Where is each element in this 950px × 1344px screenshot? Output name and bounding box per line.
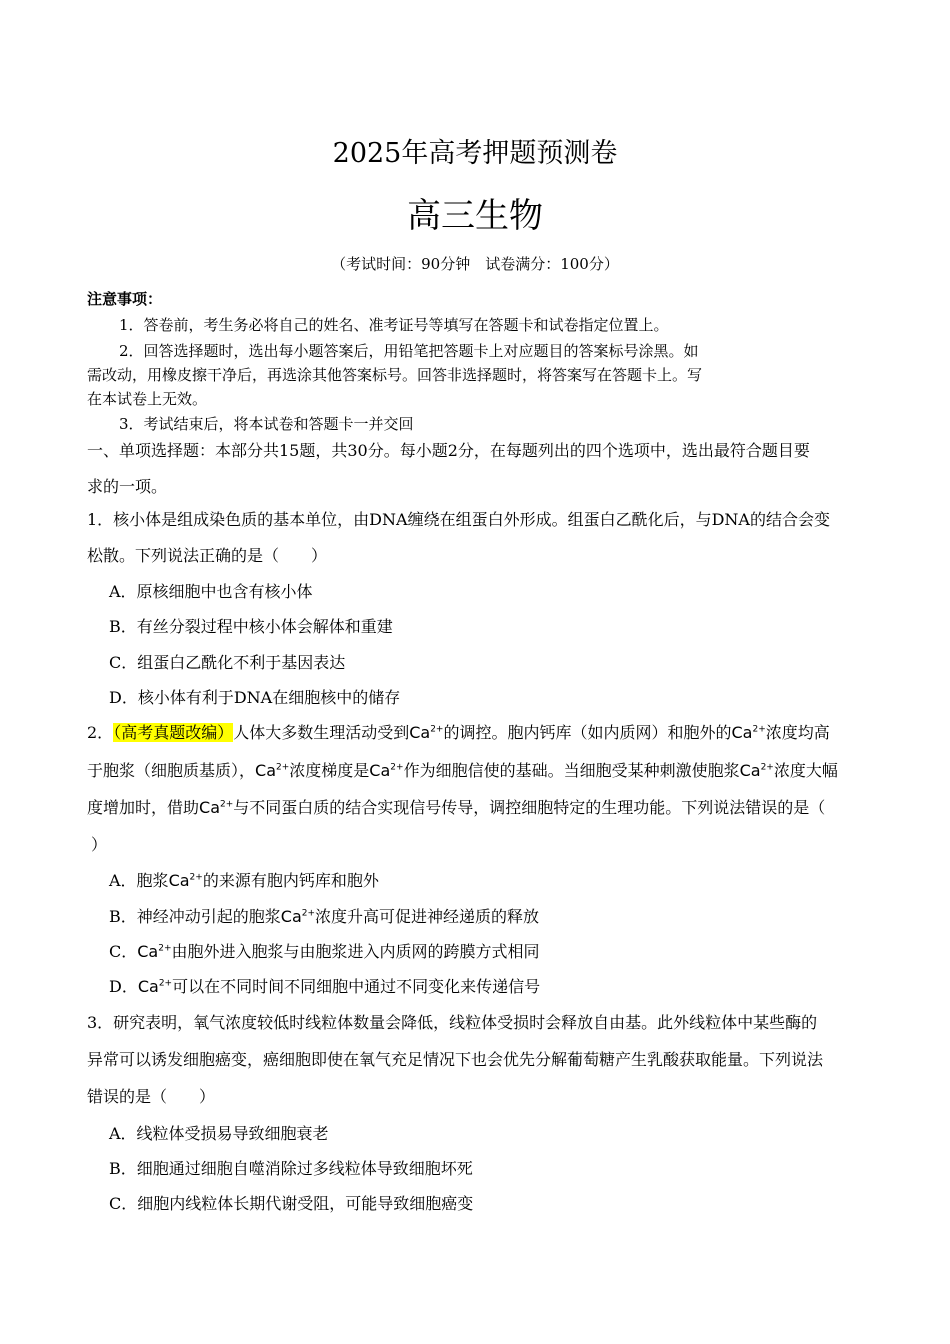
question-2-line-4: ） <box>91 835 108 854</box>
note-2-line-2: 需改动，用橡皮擦干净后，再选涂其他答案标号。回答非选择题时，将答案写在答题卡上。写 <box>87 366 703 384</box>
question-1-line-1: 1．核小体是组成染色质的基本单位，由DNA缠绕在组蛋白外形成。组蛋白乙酰化后，与DNA的结合会变 <box>87 510 830 529</box>
section-heading-line-2: 求的一项。 <box>87 477 168 496</box>
question-1-option-d: D．核小体有利于DNA在细胞核中的储存 <box>109 688 401 707</box>
question-2-line-2: 于胞浆（细胞质基质），$Ca^{2+}$浓度梯度是$Ca^{2+}$作为细胞信使的基础。当细胞受某种刺激使胞浆$Ca^{2+}$浓度大幅 <box>87 761 838 780</box>
exam-meta: （考试时间：90分钟 试卷满分：100分） <box>331 255 619 273</box>
question-3-option-c: C．细胞内线粒体长期代谢受阻，可能导致细胞癌变 <box>109 1194 474 1213</box>
question-2-number: 2． <box>87 723 114 742</box>
question-1-option-b: B．有丝分裂过程中核小体会解体和重建 <box>109 617 393 636</box>
question-1-option-a: A．原核细胞中也含有核小体 <box>109 582 313 601</box>
question-2-option-c: C．$Ca^{2+}$由胞外进入胞浆与由胞浆进入内质网的跨膜方式相同 <box>109 942 540 961</box>
question-3-line-2: 异常可以诱发细胞癌变，癌细胞即使在氧气充足情况下也会优先分解葡萄糖产生乳酸获取能量。下列说法 <box>87 1050 824 1069</box>
question-2-line-3: 度增加时，借助$Ca^{2+}$与不同蛋白质的结合实现信号传导，调控细胞特定的生理功能。下列说法错误的是（ <box>87 798 826 817</box>
question-1-option-c: C．组蛋白乙酰化不利于基因表达 <box>109 653 346 672</box>
note-2-line-1: 2．回答选择题时，选出每小题答案后，用铅笔把答题卡上对应题目的答案标号涂黑。如 <box>119 342 699 360</box>
section-heading-line-1: 一、单项选择题：本部分共15题，共30分。每小题2分，在每题列出的四个选项中，选出最符合题目要 <box>87 441 810 460</box>
notes-heading: 注意事项： <box>87 290 163 308</box>
note-3: 3．考试结束后，将本试卷和答题卡一并交回 <box>119 415 414 433</box>
note-2-line-3: 在本试卷上无效。 <box>87 390 208 408</box>
question-3-option-b: B．细胞通过细胞自噬消除过多线粒体导致细胞坏死 <box>109 1159 473 1178</box>
question-3-line-3: 错误的是（ ） <box>87 1087 216 1106</box>
question-1-line-2: 松散。下列说法正确的是（ ） <box>87 546 328 565</box>
question-2-option-a: A．胞浆$Ca^{2+}$的来源有胞内钙库和胞外 <box>109 871 379 890</box>
exam-title: 2025年高考押题预测卷 <box>332 138 618 169</box>
question-2-option-d: D．$Ca^{2+}$可以在不同时间不同细胞中通过不同变化来传递信号 <box>109 977 541 996</box>
question-3-option-a: A．线粒体受损易导致细胞衰老 <box>109 1124 329 1143</box>
source-tag-highlight: （高考真题改编） <box>113 723 234 742</box>
note-1: 1．答卷前，考生务必将自己的姓名、准考证号等填写在答题卡和试卷指定位置上。 <box>119 316 669 334</box>
question-2-option-b: B．神经冲动引起的胞浆$Ca^{2+}$浓度升高可促进神经递质的释放 <box>109 907 540 926</box>
subject-title: 高三生物 <box>407 196 543 236</box>
question-2-line-1: 2．（高考真题改编）人体大多数生理活动受到$Ca^{2+}$的调控。胞内钙库（如内质网）和胞外的$Ca^{2+}$浓度均高 <box>87 723 830 742</box>
question-3-line-1: 3．研究表明，氧气浓度较低时线粒体数量会降低，线粒体受损时会释放自由基。此外线粒体中某些酶的 <box>87 1013 818 1032</box>
